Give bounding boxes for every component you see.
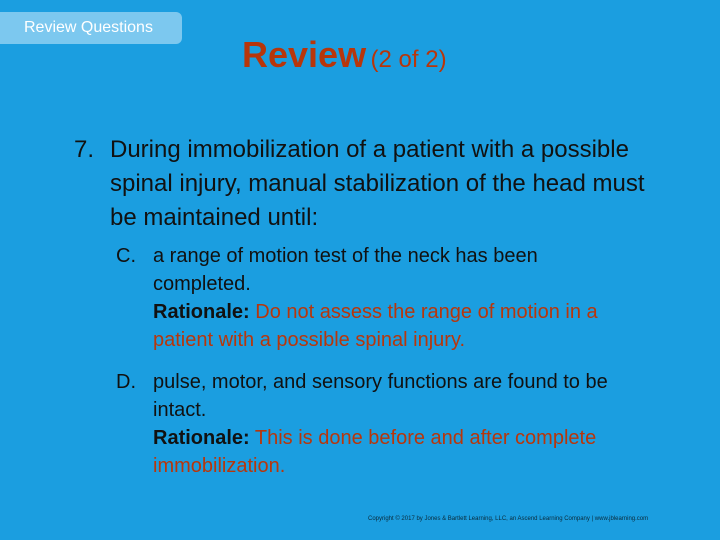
answer-body bbox=[153, 368, 636, 480]
section-tab-label: Review Questions bbox=[24, 19, 153, 36]
rationale-label: Rationale: bbox=[153, 301, 250, 323]
title-suffix: (2 of 2) bbox=[370, 46, 447, 73]
title-main: Review bbox=[242, 34, 367, 75]
question bbox=[74, 133, 674, 235]
question-number: 7. bbox=[74, 136, 95, 163]
answer-option-c bbox=[116, 242, 636, 354]
answer-text: a range of motion test of the neck has been completed. bbox=[153, 245, 538, 295]
section-tab bbox=[0, 12, 182, 44]
answer-option-d bbox=[116, 368, 636, 480]
copyright-footer: Copyright © 2017 by Jones & Bartlett Learning, LLC, an Ascend Learning Company | www.jblearning.com bbox=[368, 516, 649, 522]
answer-letter: D. bbox=[116, 371, 136, 393]
answer-letter: C. bbox=[116, 245, 136, 267]
slide-title bbox=[242, 34, 447, 76]
question-text: During immobilization of a patient with a possible spinal injury, manual stabilization of the head must be maintained until: bbox=[110, 136, 645, 231]
answer-text: pulse, motor, and sensory functions are found to be intact. bbox=[153, 371, 608, 421]
rationale-text: This is done before and after complete immobilization. bbox=[153, 427, 597, 477]
rationale-text: Do not assess the range of motion in a patient with a possible spinal injury. bbox=[153, 301, 598, 351]
rationale-label: Rationale: bbox=[153, 427, 250, 449]
answer-body bbox=[153, 242, 636, 354]
